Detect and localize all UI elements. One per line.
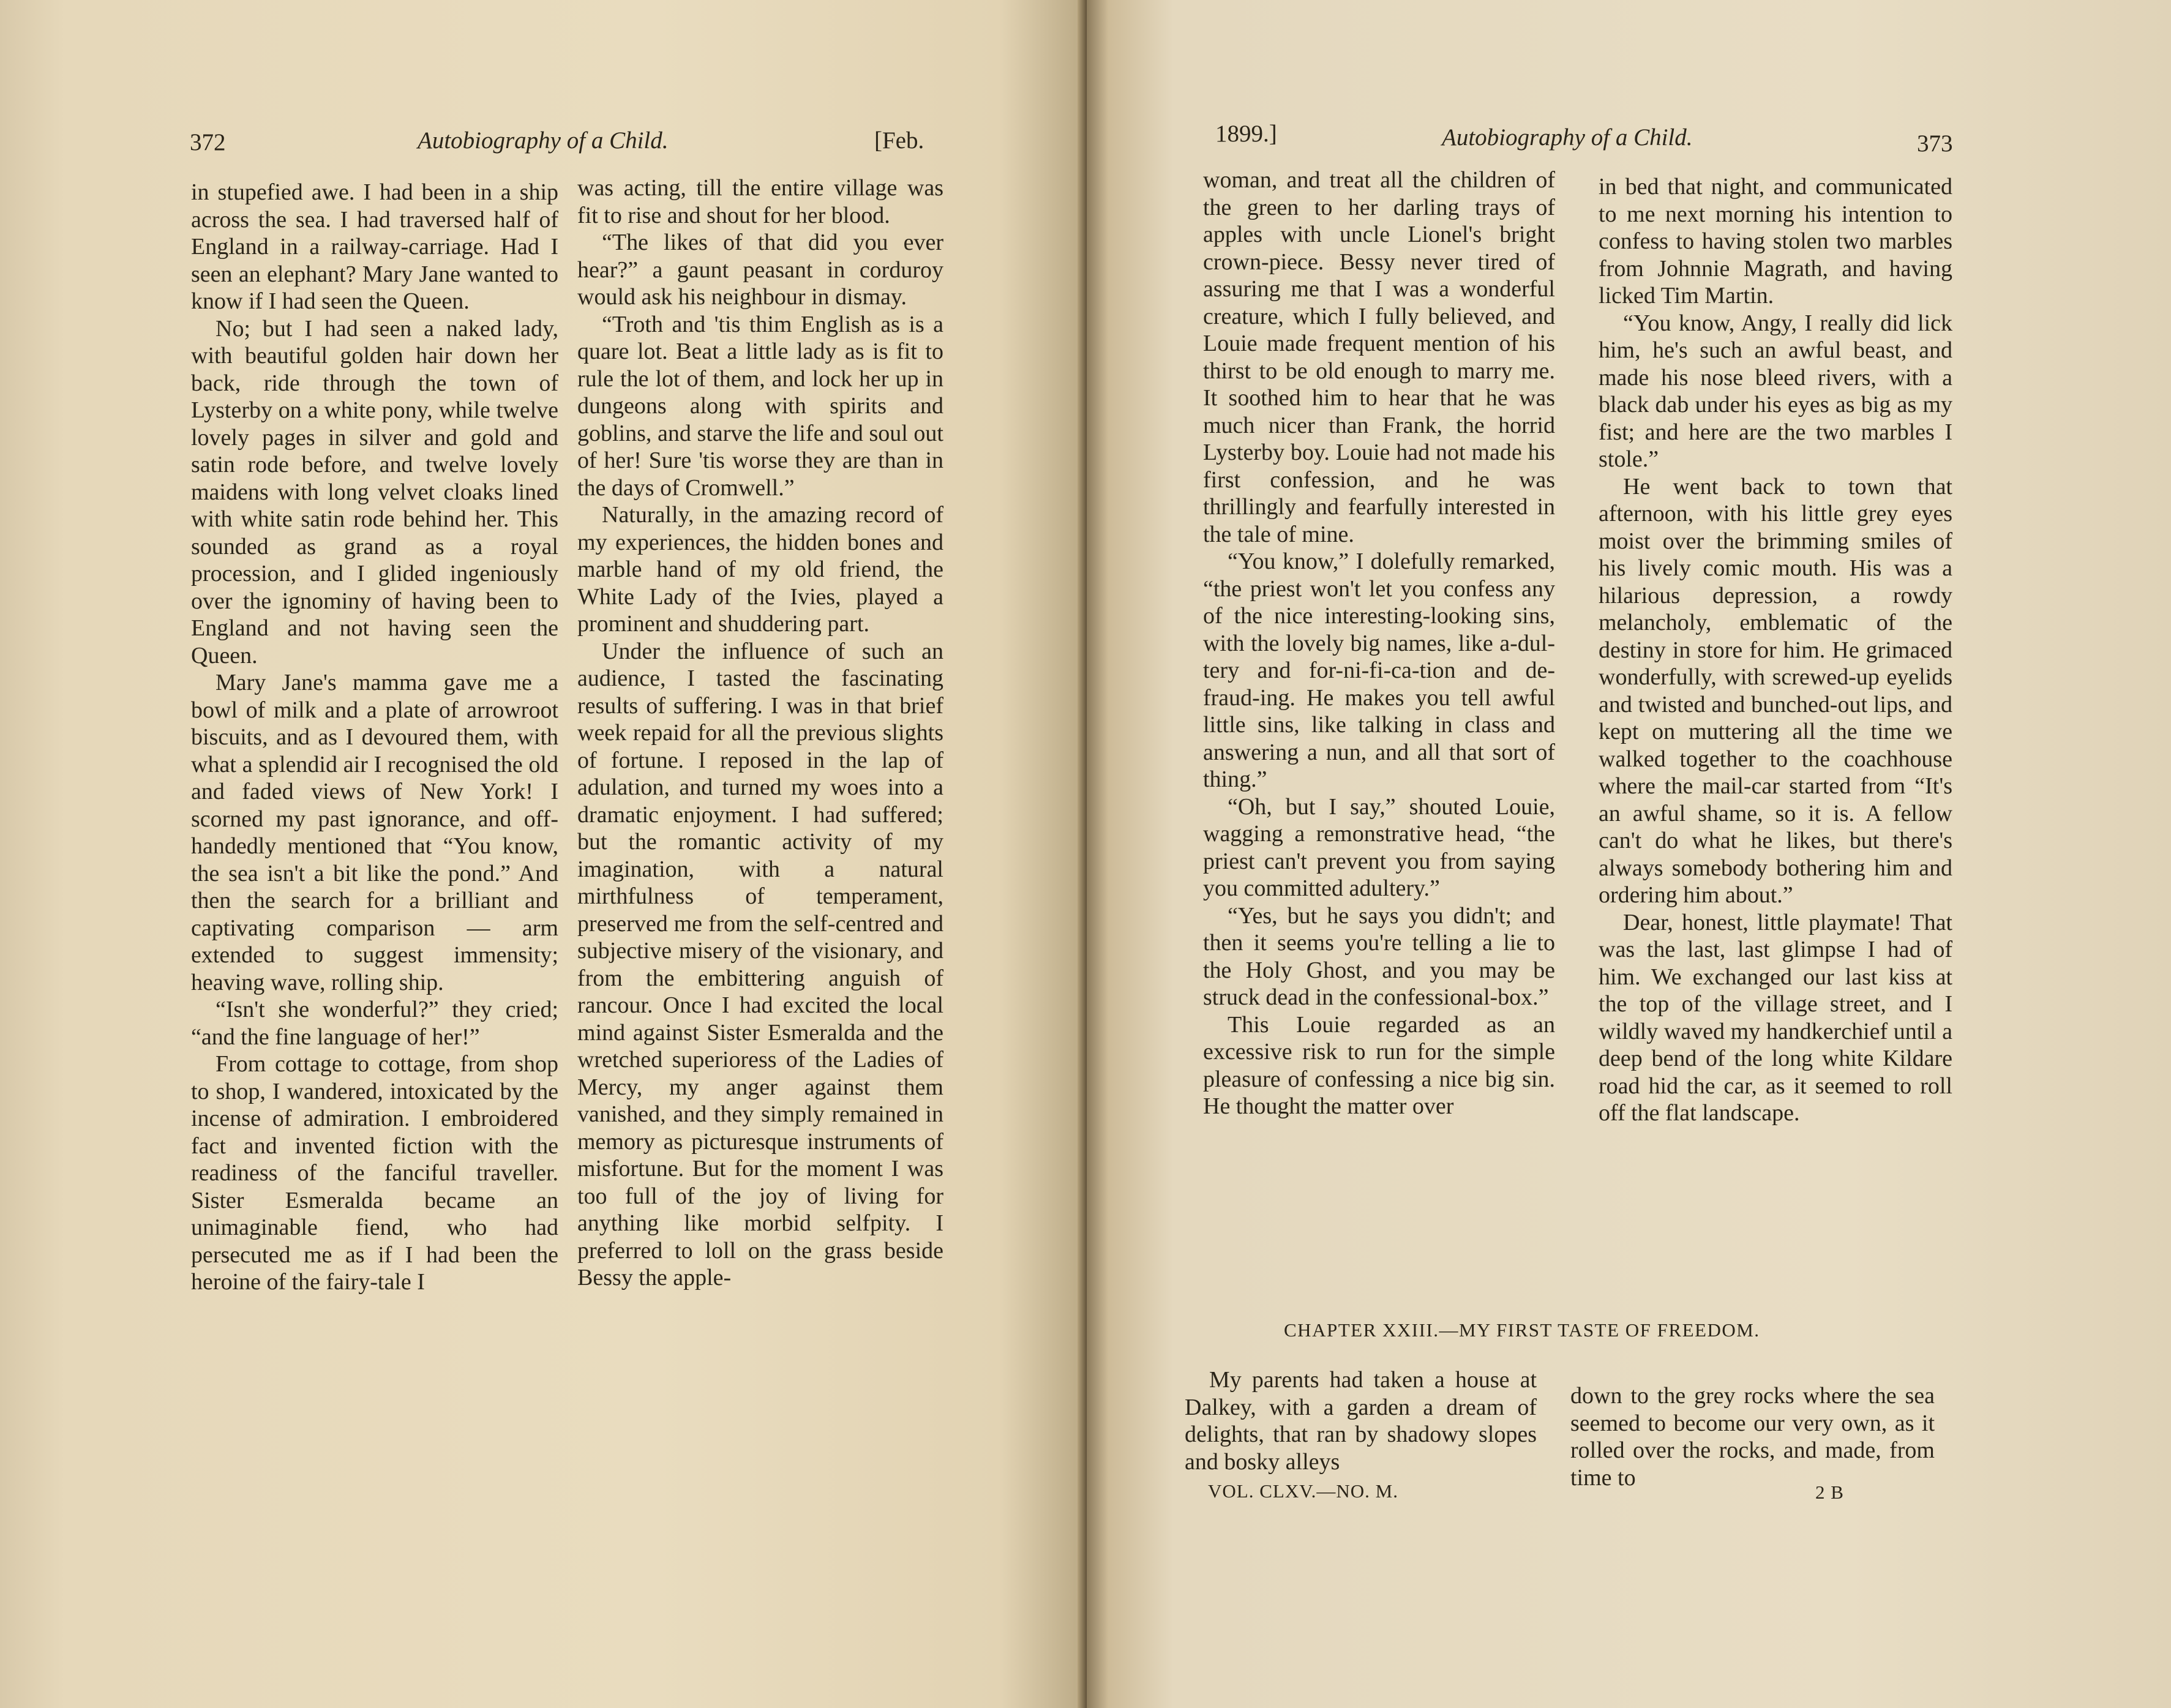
- paragraph: “You know, Angy, I really did lick him, he's such an awful beast, and made his nose bleed rivers, with a black dab under his eyes as big as my fist; and here are the two marbles I stole.”: [1599, 310, 1952, 472]
- paragraph: “The likes of that did you ever hear?” a gaunt peasant in corduroy would ask his neighbour in dismay.: [577, 230, 943, 310]
- month-tag: [Feb.: [874, 127, 924, 154]
- paragraph: “Troth and 'tis thim English as is a quare lot. Beat a little lady as is fit to rule the lot of them, and lock her up in dungeons along with spirits and goblins, and starve the life and soul out of her! Sure 'tis worse they are than in the days of Cromwell.”: [577, 311, 943, 501]
- paragraph: “You know,” I dolefully remarked, “the priest won't let you confess any of the nice interesting-looking sins, with the lovely big names, like a-dul-tery and for-ni-fi-ca-tion and de-fraud-ing. He makes you tell awful little sins, like talking in class and answering a nun, and all that sort of thing.”: [1203, 549, 1555, 792]
- page-number-left: 372: [190, 129, 226, 155]
- chapter-paragraph-1: My parents had taken a house at Dalkey, with a garden a dream of delights, that ran by shadowy slopes and bosky alleys: [1185, 1367, 1537, 1475]
- paragraph: in bed that night, and communicated to me next morning his intention to confess to having stolen two marbles from Johnnie Magrath, and having licked Tim Martin.: [1599, 174, 1952, 309]
- paragraph: “Yes, but he says you didn't; and then it seems you're telling a lie to the Holy Ghost, and you may be struck dead in the confessional-box.”: [1203, 902, 1555, 1010]
- right-page: [1087, 0, 2171, 1708]
- right-column-1: [1203, 167, 1555, 1120]
- paragraph: Under the influence of such an audience, I tasted the fascinating results of suffering. I was in that brief week repaid for all the previous slights of fortune. I reposed in the lap of adulation, and turned my woes into a dramatic enjoyment. I had suffered; but the romantic activity of my imagination, with a natural mirthfulness of temperament, preserved me from the self-centred and subjective misery of the visionary, and from the embittering anguish of rancour. Once I had excited the local mind against Sister Esmeralda and the wretched superioress of the Ladies of Mercy, my anger against them vanished, and they simply remained in memory as picturesque instruments of misfortune. But for the moment I was too full of the joy of living for anything like morbid selfpity. I preferred to loll on the grass beside Bessy the apple-: [577, 638, 943, 1290]
- paragraph: in stupefied awe. I had been in a ship across the sea. I had traversed half of England in a railway-carriage. Had I seen an elephant? Mary Jane wanted to know if I had seen the Queen.: [191, 179, 558, 314]
- signature-mark: 2 B: [1815, 1481, 1844, 1503]
- paragraph: He went back to town that afternoon, with his little grey eyes moist over the brimming smiles of his lively comic mouth. His was a hilarious depression, a rowdy melancholy, emblematic of the destiny in store for him. He grimaced wonderfully, with screwed-up eyelids and twisted and bunched-out lips, and kept on muttering all the time we walked together to the coachhouse where the mail-car started from “It's an awful shame, so it is. A fellow can't do what he likes, but there's always somebody bothering him and ordering him about.”: [1599, 473, 1952, 908]
- paragraph: No; but I had seen a naked lady, with beautiful golden hair down her back, ride through the town of Lysterby on a white pony, while twelve lovely pages in silver and gold and satin rode before, and twelve lovely maidens with long velvet cloaks lined with white satin rode behind her. This sounded as grand as a royal procession, and I glided ingeniously over the ignominy of having been to England and not having seen the Queen.: [191, 315, 558, 669]
- chapter-heading: CHAPTER XXIII.—MY FIRST TASTE OF FREEDOM.: [1284, 1319, 1760, 1341]
- paragraph: Mary Jane's mamma gave me a bowl of milk and a plate of arrowroot biscuits, and as I devoured them, with what a splendid air I recognised the old and faded views of New York! I scorned my past ignorance, and off-handedly mentioned that “You know, the sea isn't a bit like the pond.” And then the search for a brilliant and captivating comparison — arm extended to suggest immensity; heaving wave, rolling ship.: [191, 670, 558, 995]
- paragraph: was acting, till the entire village was fit to rise and shout for her blood.: [577, 175, 943, 228]
- paragraph: Dear, honest, little playmate! That was the last, last glimpse I had of him. We exchanged our last kiss at the top of the village street, and I wildly waved my handkerchief until a deep bend of the long white Kildare road hid the car, as it seemed to roll off the flat landscape.: [1599, 909, 1952, 1126]
- paragraph: “Isn't she wonderful?” they cried; “and the fine language of her!”: [191, 997, 558, 1050]
- paragraph: woman, and treat all the children of the green to her darling trays of apples with uncle Lionel's bright crown-piece. Bessy never tired of assuring me that I was a wonderful creature, which I fully believed, and Louie made frequent mention of his thirst to be old enough to marry me. It soothed him to hear that he was much nicer than Frank, the horrid Lysterby boy. Louie had not made his first confession, and he was thrillingly and fearfully interested in the tale of mine.: [1203, 167, 1555, 547]
- paragraph: From cottage to cottage, from shop to shop, I wandered, intoxicated by the incense of admiration. I embroidered fact and invented fiction with the readiness of the fanciful traveller. Sister Esmeralda became an unimaginable fiend, who had persecuted me as if I had been the heroine of the fairy-tale I: [191, 1051, 558, 1295]
- paragraph: “Oh, but I say,” shouted Louie, wagging a remonstrative head, “the priest can't prevent you from saying you committed adultery.”: [1203, 793, 1555, 901]
- left-column-2: [577, 174, 943, 1292]
- running-title-left: Autobiography of a Child.: [418, 127, 669, 154]
- chapter-paragraph-2: down to the grey rocks where the sea seemed to become our very own, as it rolled over the rocks, and made, from time to: [1570, 1383, 1935, 1491]
- left-column-1: [191, 179, 558, 1296]
- paragraph: This Louie regarded as an excessive risk to run for the simple pleasure of confessing a nice big sin. He thought the matter over: [1203, 1011, 1555, 1119]
- volume-line: VOL. CLXV.—NO. M.: [1208, 1480, 1398, 1502]
- year-tag: 1899.]: [1215, 121, 1277, 147]
- page-number-right: 373: [1917, 130, 1953, 157]
- right-column-2: [1599, 173, 1952, 1127]
- paragraph: Naturally, in the amazing record of my experiences, the hidden bones and marble hand of my old friend, the White Lady of the Ivies, played a prominent and shuddering part.: [577, 502, 943, 637]
- running-title-right: Autobiography of a Child.: [1442, 124, 1693, 151]
- chapter-column-1: [1185, 1366, 1537, 1475]
- chapter-column-2: [1570, 1382, 1935, 1491]
